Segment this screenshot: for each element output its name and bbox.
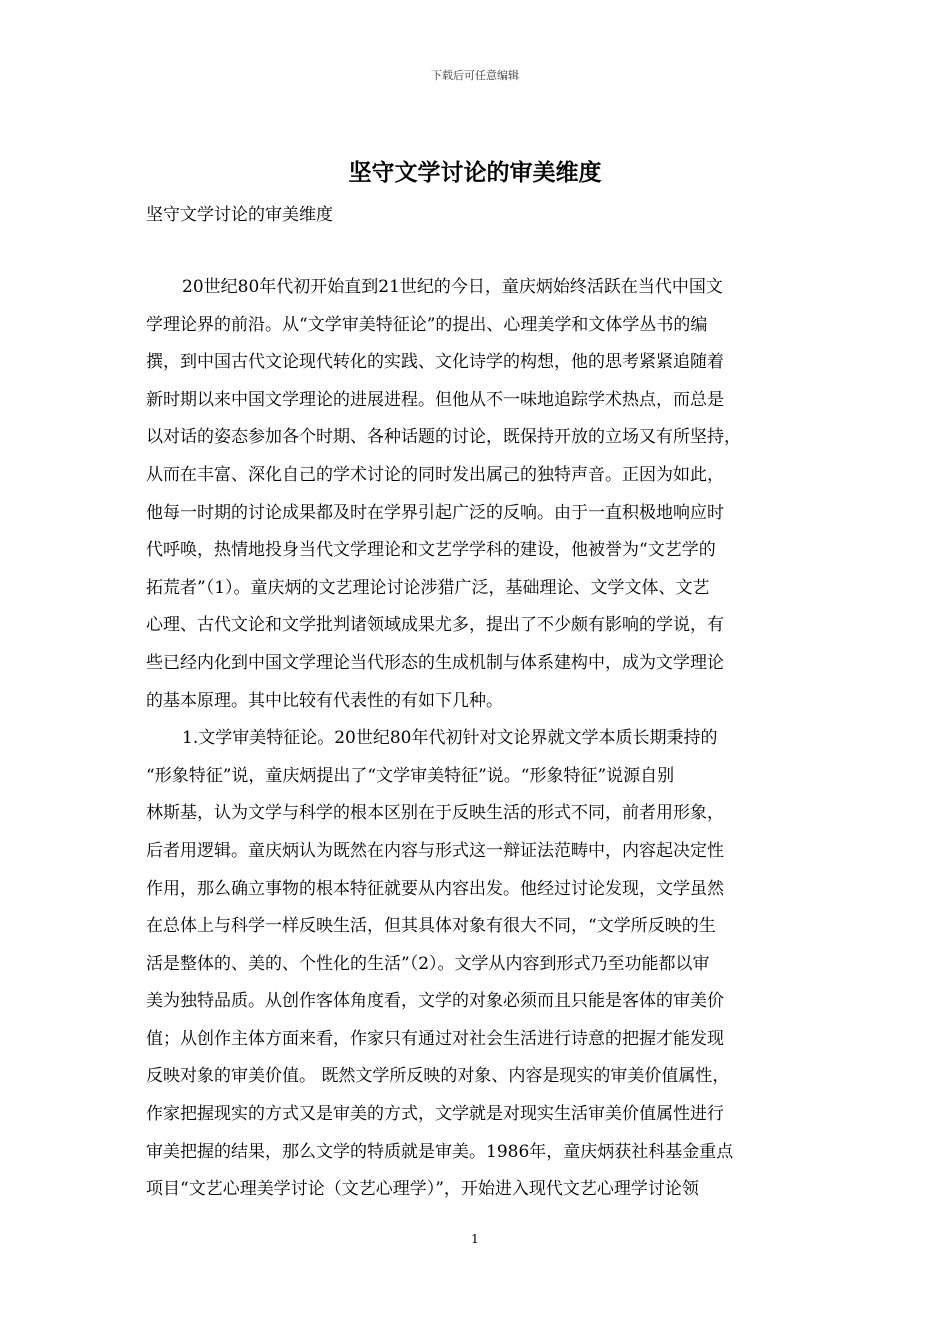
text-line: 他每一时期的讨论成果都及时在学界引起广泛的反响。由于一直积极地响应时: [146, 502, 724, 523]
text-line: 新时期以来中国文学理论的进展进程。但他从不一味地追踪学术热点，而总是: [146, 389, 724, 410]
text-line: 后者用逻辑。童庆炳认为既然在内容与形式这一辩证法范畴中，内容起决定性: [146, 840, 724, 861]
page-header-note: 下载后可任意编辑: [431, 69, 519, 82]
text-line: 从而在丰富、深化自己的学术讨论的同时发出属己的独特声音。正因为如此，: [146, 464, 724, 485]
text-line: 拓荒者”（1）。童庆炳的文艺理论讨论涉猎广泛，基础理论、文学文体、文艺: [146, 577, 710, 598]
text-line: 林斯基，认为文学与科学的根本区别在于反映生活的形式不同，前者用形象，: [146, 803, 724, 824]
text-line: 在总体上与科学一样反映生活，但其具体对象有很大不同，“文学所反映的生: [146, 916, 716, 937]
text-line: 作家把握现实的方式又是审美的方式，文学就是对现实生活审美价值属性进行: [146, 1104, 724, 1125]
text-line: 美为独特品质。从创作客体角度看，文学的对象必须而且只能是客体的审美价: [146, 991, 724, 1012]
document-subtitle: 坚守文学讨论的审美维度: [146, 205, 333, 225]
document-title: 坚守文学讨论的审美维度: [348, 159, 602, 186]
page-number: 1: [471, 1232, 479, 1246]
text-line: 心理、古代文论和文学批判诸领域成果尤多，提出了不少颇有影响的学说，有: [146, 615, 724, 636]
text-line: 1.文学审美特征论。20世纪80年代初针对文论界就文学本质长期秉持的: [182, 728, 718, 749]
text-line: 些已经内化到中国文学理论当代形态的生成机制与体系建构中，成为文学理论: [146, 652, 724, 673]
text-line: 活是整体的、美的、个性化的生活”（2）。文学从内容到形式乃至功能都以审: [146, 953, 710, 974]
text-line: 的基本原理。其中比较有代表性的有如下几种。: [146, 690, 503, 711]
text-line: 审美把握的结果，那么文学的特质就是审美。1986年，童庆炳获社科基金重点: [146, 1141, 734, 1162]
text-line: 作用，那么确立事物的根本特征就要从内容出发。他经过讨论发现，文学虽然: [146, 878, 724, 899]
text-line: 值；从创作主体方面来看，作家只有通过对社会生活进行诗意的把握才能发现: [146, 1028, 724, 1049]
text-line: 代呼唤，热情地投身当代文学理论和文艺学学科的建设，他被誉为“文艺学的: [146, 540, 716, 561]
text-line: “形象特征”说，童庆炳提出了“文学审美特征”说。“形象特征”说源自别: [146, 765, 675, 786]
text-line: 项目“文艺心理美学讨论（文艺心理学）”，开始进入现代文艺心理学讨论领: [146, 1179, 699, 1200]
body-text: [146, 269, 806, 1209]
text-line: 20世纪80年代初开始直到21世纪的今日，童庆炳始终活跃在当代中国文: [182, 277, 723, 297]
text-line: 以对话的姿态参加各个时期、各种话题的讨论，既保持开放的立场又有所坚持，: [146, 427, 741, 448]
text-line: 学理论界的前沿。从“文学审美特征论”的提出、心理美学和文体学丛书的编: [146, 314, 708, 335]
text-line: 反映对象的审美价值。 既然文学所反映的对象、内容是现实的审美价值属性，: [146, 1066, 730, 1087]
text-line: 撰，到中国古代文论现代转化的实践、文化诗学的构想，他的思考紧紧追随着: [146, 352, 724, 373]
